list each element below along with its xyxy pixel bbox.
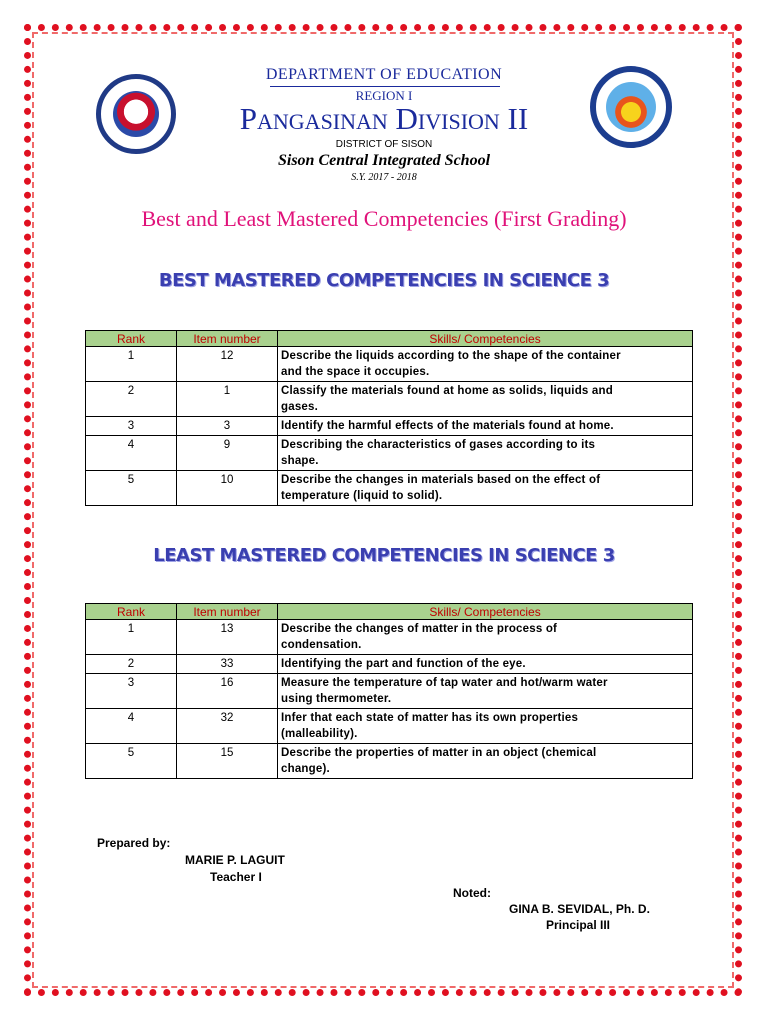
skill-cell — [278, 709, 693, 744]
skill-cell — [278, 744, 693, 779]
table-row — [86, 744, 693, 779]
document-title: Best and Least Mastered Competencies (First Grading) — [141, 206, 627, 231]
skill-cell — [278, 382, 693, 417]
noted-label: Noted: — [453, 886, 491, 900]
skill-line: Measure the temperature of tap water and hot/warm water — [281, 677, 608, 689]
skill-line: gases. — [281, 401, 319, 413]
noted-by-name: GINA B. SEVIDAL, Ph. D. — [509, 902, 650, 916]
prepared-by-name: MARIE P. LAGUIT — [185, 853, 285, 867]
skill-line: temperature (liquid to solid). — [281, 490, 443, 502]
skill-line: Describe the liquids according to the shape of the container — [281, 350, 621, 362]
heading-divider — [270, 86, 500, 87]
skill-line: Describing the characteristics of gases according to its — [281, 439, 596, 451]
prepared-by-title: Teacher I — [210, 870, 262, 884]
column-header-skills: Skills/ Competencies — [278, 604, 693, 620]
school-name: Sison Central Integrated School — [277, 152, 491, 169]
rank-cell: 3 — [86, 674, 177, 709]
item-number-cell: 13 — [177, 620, 278, 655]
rank-cell: 4 — [86, 709, 177, 744]
region-heading: REGION I — [355, 88, 413, 103]
skill-line: Infer that each state of matter has its own properties — [281, 712, 579, 724]
rank-cell: 3 — [86, 417, 177, 436]
column-header-skills: Skills/ Competencies — [278, 331, 693, 347]
rank-cell: 5 — [86, 471, 177, 506]
skill-line: condensation. — [281, 639, 362, 651]
item-number-cell: 1 — [177, 382, 278, 417]
best-competencies-table — [85, 330, 693, 506]
district-heading: DISTRICT OF SISON — [335, 139, 433, 150]
skill-line: Identifying the part and function of the eye. — [281, 658, 526, 670]
table-header-row — [86, 604, 693, 620]
table-header-row — [86, 331, 693, 347]
skill-cell — [278, 620, 693, 655]
rank-cell: 1 — [86, 347, 177, 382]
prepared-by-label: Prepared by: — [97, 836, 171, 850]
item-number-cell: 33 — [177, 655, 278, 674]
column-header-rank: Rank — [86, 604, 177, 620]
skill-cell — [278, 471, 693, 506]
table-row — [86, 382, 693, 417]
skill-cell — [278, 655, 693, 674]
table-row — [86, 436, 693, 471]
noted-by-title: Principal III — [546, 918, 611, 932]
item-number-cell: 16 — [177, 674, 278, 709]
least-competencies-table — [85, 603, 693, 779]
skill-line: (malleability). — [281, 728, 358, 740]
item-number-cell: 10 — [177, 471, 278, 506]
skill-line: shape. — [281, 455, 319, 467]
skill-line: Describe the changes of matter in the process of — [281, 623, 558, 635]
rank-cell: 5 — [86, 744, 177, 779]
item-number-cell: 15 — [177, 744, 278, 779]
skill-line: change). — [281, 763, 330, 775]
table-row — [86, 674, 693, 709]
best-section-title: BEST MASTERED COMPETENCIES IN SCIENCE 3 — [158, 270, 610, 291]
skill-line: and the space it occupies. — [281, 366, 430, 378]
table-row — [86, 655, 693, 674]
skill-line: Describe the changes in materials based on the effect of — [281, 474, 601, 486]
column-header-item-number: Item number — [177, 331, 278, 347]
school-year: S.Y. 2017 - 2018 — [351, 172, 417, 183]
least-section-title: LEAST MASTERED COMPETENCIES IN SCIENCE 3 — [153, 545, 615, 566]
item-number-cell: 3 — [177, 417, 278, 436]
skill-cell — [278, 417, 693, 436]
item-number-cell: 9 — [177, 436, 278, 471]
item-number-cell: 12 — [177, 347, 278, 382]
table-row — [86, 709, 693, 744]
rank-cell: 2 — [86, 655, 177, 674]
table-row — [86, 620, 693, 655]
rank-cell: 2 — [86, 382, 177, 417]
rank-cell: 4 — [86, 436, 177, 471]
item-number-cell: 32 — [177, 709, 278, 744]
skill-cell — [278, 436, 693, 471]
skill-line: Identify the harmful effects of the materials found at home. — [281, 420, 614, 432]
division-heading: Pangasinan Division II — [239, 101, 529, 136]
table-row — [86, 417, 693, 436]
skill-line: Describe the properties of matter in an object (chemical — [281, 747, 597, 759]
skill-cell — [278, 674, 693, 709]
column-header-rank: Rank — [86, 331, 177, 347]
table-row — [86, 347, 693, 382]
department-heading: DEPARTMENT OF EDUCATION — [265, 66, 503, 83]
column-header-item-number: Item number — [177, 604, 278, 620]
rank-cell: 1 — [86, 620, 177, 655]
table-row — [86, 471, 693, 506]
skill-line: Classify the materials found at home as solids, liquids and — [281, 385, 613, 397]
skill-cell — [278, 347, 693, 382]
skill-line: using thermometer. — [281, 693, 392, 705]
